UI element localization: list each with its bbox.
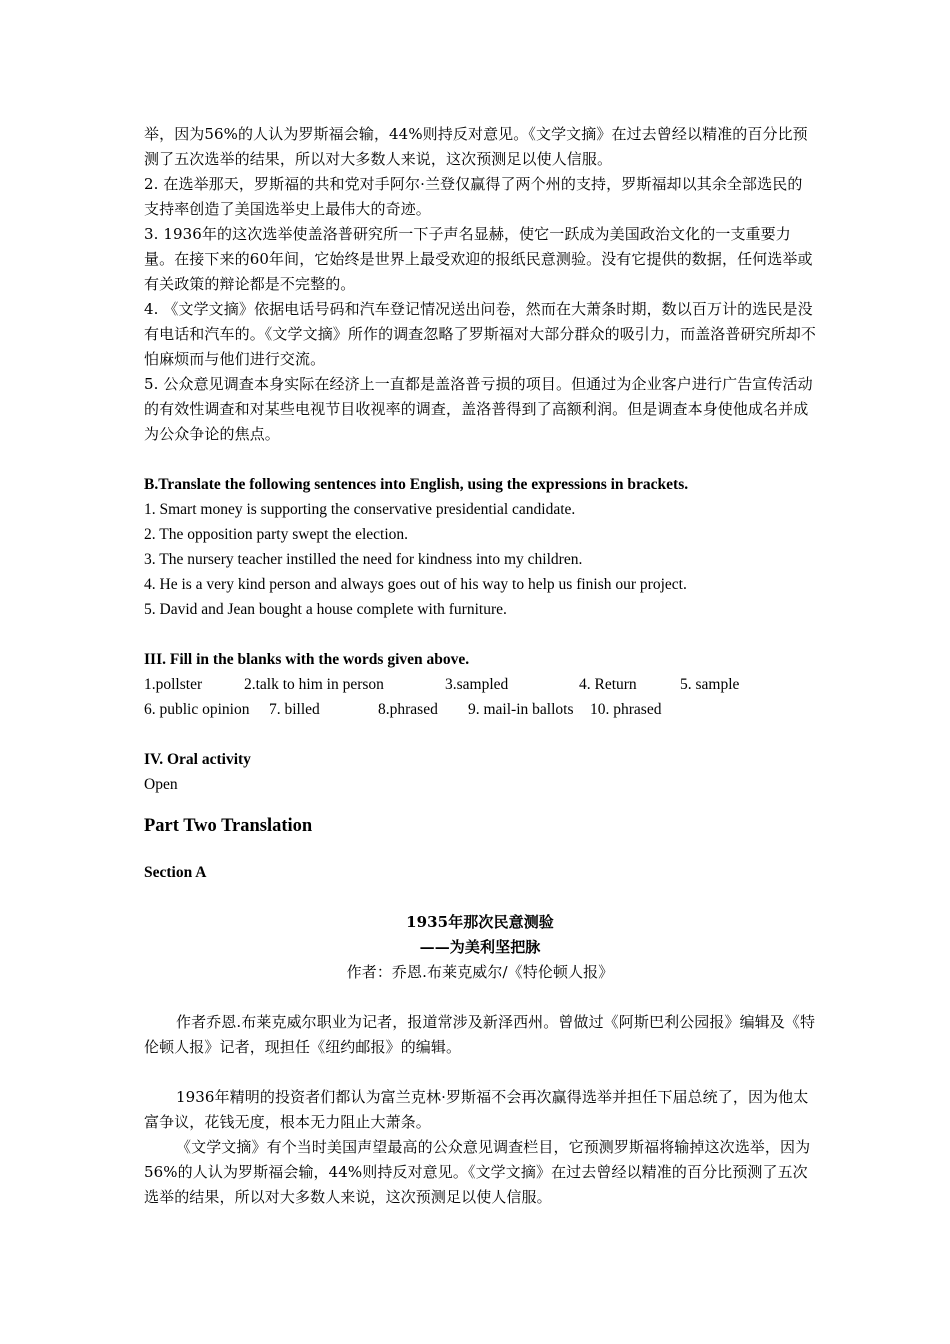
article-byline: 作者：乔恩.布莱克威尔/《特伦顿人报》 xyxy=(346,963,614,981)
section-b-item-1: 1. Smart money is supporting the conservative presidential candidate. xyxy=(144,501,576,518)
answers-row-1 xyxy=(144,672,816,697)
section-iv-heading: IV. Oral activity xyxy=(144,751,251,768)
answers-row-2 xyxy=(144,697,816,722)
section-a-heading: Section A xyxy=(144,864,207,881)
blank-answer-7: 7. billed xyxy=(269,701,320,718)
section-iv-body: Open xyxy=(144,776,178,793)
blank-answer-2: 2.talk to him in person xyxy=(244,676,384,693)
blank-answer-6: 6. public opinion xyxy=(144,701,250,718)
spacer xyxy=(144,1060,816,1085)
author-note: 作者乔恩.布莱克威尔职业为记者，报道常涉及新泽西州。曾做过《阿斯巴利公园报》编辑及《特伦顿人报》记者，现担任《纽约邮报》的编辑。 xyxy=(144,1013,816,1056)
article-title: 1935年那次民意测验 xyxy=(406,913,554,931)
section-iii-heading: III. Fill in the blanks with the words given above. xyxy=(144,651,470,668)
section-b-item-5: 5. David and Jean bought a house complete with furniture. xyxy=(144,601,507,618)
spacer xyxy=(144,447,816,472)
section-b-heading: B.Translate the following sentences into English, using the expressions in brackets. xyxy=(144,476,689,493)
section-b-item-2: 2. The opposition party swept the election. xyxy=(144,526,409,543)
answer-paragraph-1: 举，因为56%的人认为罗斯福会输，44%则持反对意见。《文学文摘》在过去曾经以精准的百分比预测了五次选举的结果，所以对大多数人来说，这次预测足以使人信服。 xyxy=(144,125,808,168)
blank-answer-5: 5. sample xyxy=(680,676,740,693)
answer-paragraph-3: 3. 1936年的这次选举使盖洛普研究所一下子声名显赫，使它一跃成为美国政治文化的一支重要力量。在接下来的60年间，它始终是世界上最受欢迎的报纸民意测验。没有它提供的数据，任何选举或有关政策的辩论都是不完整的。 xyxy=(144,225,813,293)
article-paragraph-2: 《文学文摘》有个当时美国声望最高的公众意见调查栏目，它预测罗斯福将输掉这次选举，因为56%的人认为罗斯福会输，44%则持反对意见。《文学文摘》在过去曾经以精准的百分比预测了五次选举的结果，所以对大多数人来说，这次预测足以使人信服。 xyxy=(144,1138,811,1206)
part-two-title: Part Two Translation xyxy=(144,816,313,836)
article-subtitle: ——为美利坚把脉 xyxy=(419,938,541,956)
blank-answer-8: 8.phrased xyxy=(378,701,438,718)
spacer xyxy=(144,985,816,1010)
spacer xyxy=(144,885,816,910)
article-paragraph-1: 1936年精明的投资者们都认为富兰克林·罗斯福不会再次赢得选举并担任下届总统了，因为他太富争议，花钱无度，根本无力阻止大萧条。 xyxy=(144,1088,809,1131)
section-b-item-4: 4. He is a very kind person and always goes out of his way to help us finish our project. xyxy=(144,576,687,593)
answer-paragraph-2: 2. 在选举那天，罗斯福的共和党对手阿尔·兰登仅赢得了两个州的支持，罗斯福却以其余全部选民的支持率创造了美国选举史上最伟大的奇迹。 xyxy=(144,175,803,218)
blank-answer-1: 1.pollster xyxy=(144,676,203,693)
blank-answer-4: 4. Return xyxy=(579,676,637,693)
answer-paragraph-5: 5. 公众意见调查本身实际在经济上一直都是盖洛普亏损的项目。但通过为企业客户进行广告宣传活动的有效性调查和对某些电视节目收视率的调查，盖洛普得到了高额利润。但是调查本身使他成名并成为公众争论的焦点。 xyxy=(144,375,813,443)
spacer xyxy=(144,840,816,860)
spacer xyxy=(144,622,816,647)
blank-answer-9: 9. mail-in ballots xyxy=(468,701,574,718)
section-b-item-3: 3. The nursery teacher instilled the need for kindness into my children. xyxy=(144,551,583,568)
document-page xyxy=(144,122,816,1210)
answer-paragraph-4: 4. 《文学文摘》依据电话号码和汽车登记情况送出问卷，然而在大萧条时期，数以百万计的选民是没有电话和汽车的。《文学文摘》所作的调查忽略了罗斯福对大部分群众的吸引力，而盖洛普研究所却不怕麻烦而与他们进行交流。 xyxy=(144,300,817,368)
blank-answer-3: 3.sampled xyxy=(445,676,509,693)
blank-answer-10: 10. phrased xyxy=(590,701,662,718)
spacer xyxy=(144,722,816,747)
